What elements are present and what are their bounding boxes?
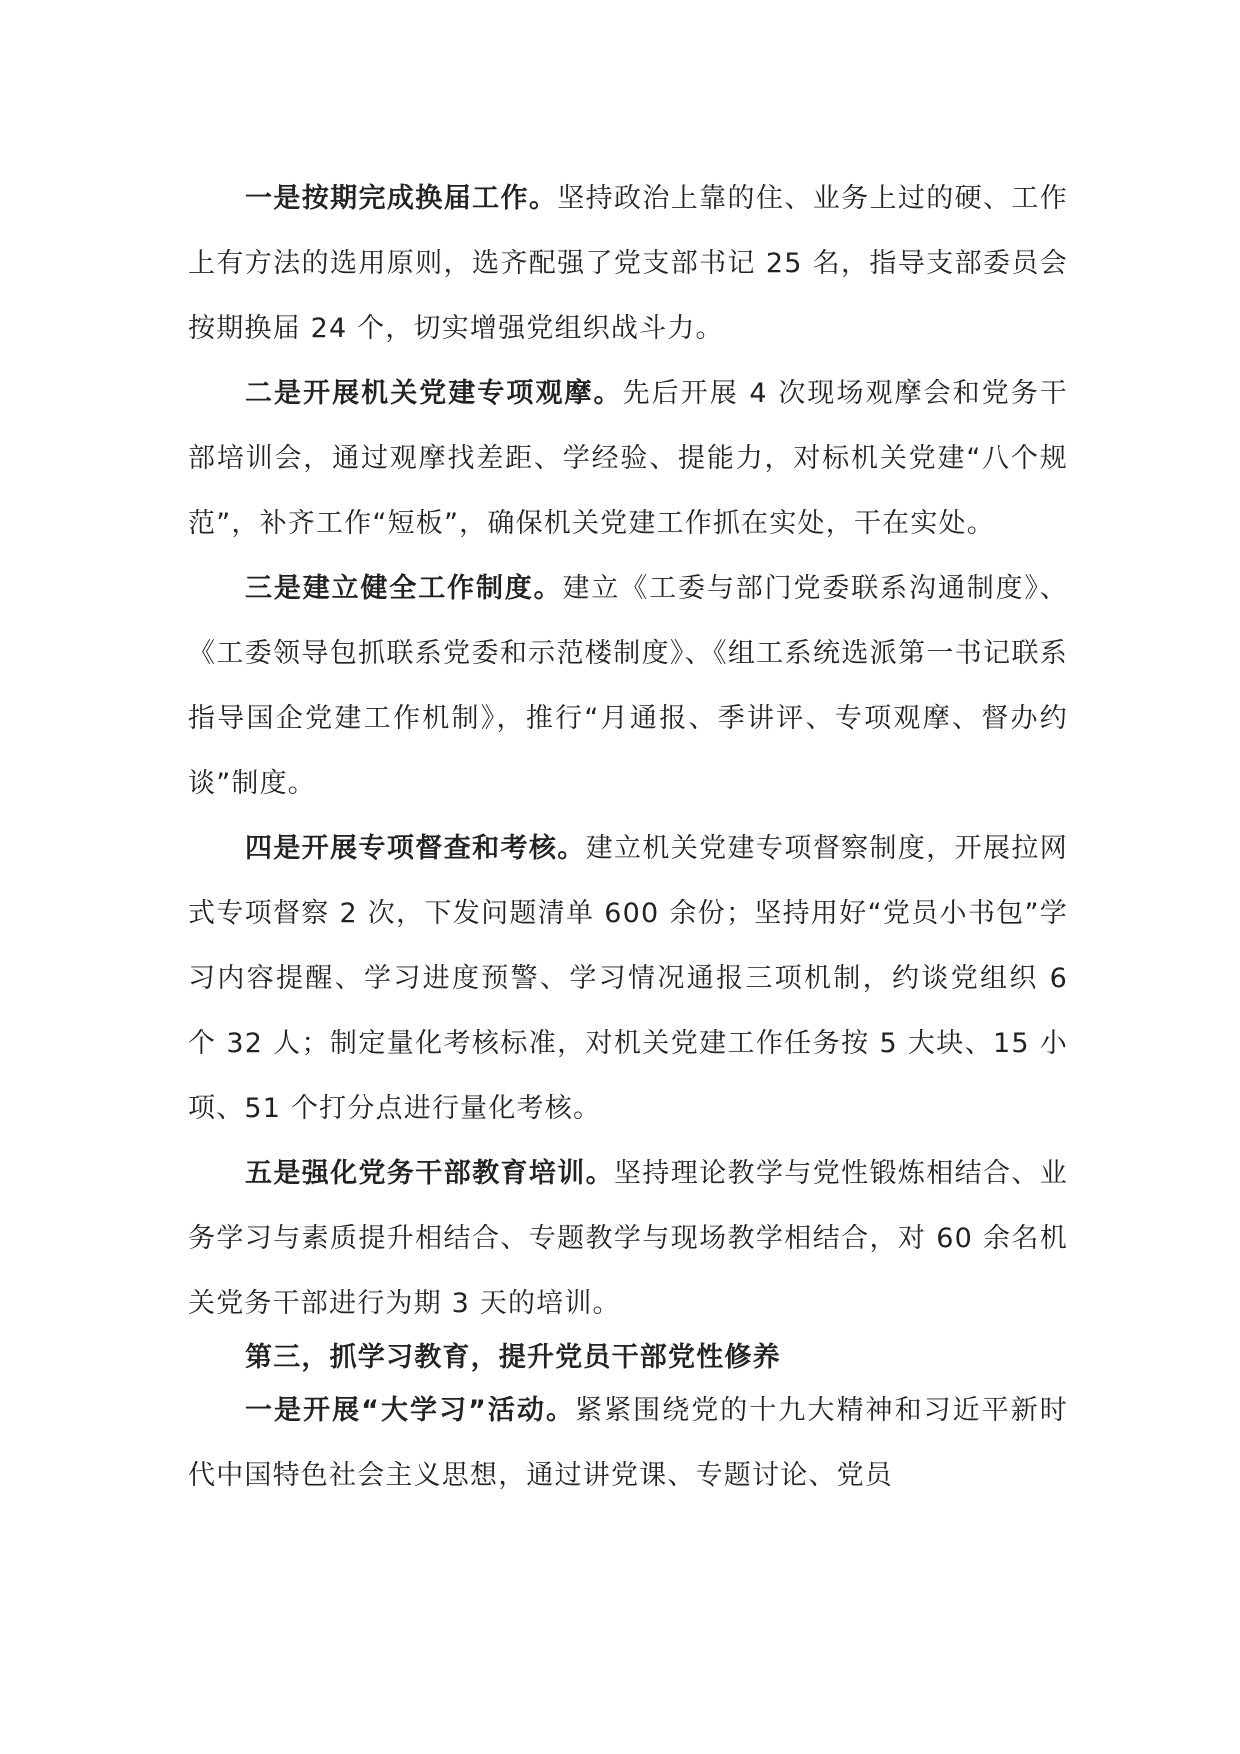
paragraph-1: [188, 166, 1068, 361]
paragraph-text: 紧紧围绕党的十九大精神和习近平新时代中国特色社会主义思想，通过讲党课、专题讨论、党员: [188, 1395, 1069, 1491]
paragraph-text: 建立《工委与部门党委联系沟通制度》、《工委领导包抓联系党委和示范楼制度》、《组工系统选派第一书记联系指导国企党建工作机制》，推行“月通报、季讲评、专项观摩、督办约谈”制度。: [188, 573, 1068, 799]
paragraph-lead: 五是强化党务干部教育培训。: [245, 1158, 615, 1189]
section-heading: 第三，抓学习教育，提升党员干部党性修养: [245, 1342, 781, 1373]
paragraph-text: 先后开展 4 次现场观摩会和党务干部培训会，通过观摩找差距、学经验、提能力，对标机关党建“八个规范”，补齐工作“短板”，确保机关党建工作抓在实处，干在实处。: [188, 378, 1068, 539]
paragraph-lead: 一是开展“大学习”活动。: [245, 1395, 576, 1426]
paragraph-6: [188, 1378, 1068, 1508]
paragraph-lead: 二是开展机关党建专项观摩。: [245, 378, 623, 409]
paragraph-4: [188, 816, 1068, 1141]
document-body: [188, 166, 1068, 1508]
paragraph-lead: 一是按期完成换届工作。: [245, 183, 558, 214]
paragraph-3: [188, 556, 1068, 816]
paragraph-2: [188, 361, 1068, 556]
paragraph-5: [188, 1141, 1068, 1336]
paragraph-text: 坚持理论教学与党性锻炼相结合、业务学习与素质提升相结合、专题教学与现场教学相结合，对 60 余名机关党务干部进行为期 3 天的培训。: [188, 1158, 1068, 1319]
paragraph-lead: 四是开展专项督查和考核。: [245, 833, 586, 864]
paragraph-lead: 三是建立健全工作制度。: [245, 573, 563, 604]
paragraph-text: 坚持政治上靠的住、业务上过的硬、工作上有方法的选用原则，选齐配强了党支部书记 25 名，指导支部委员会按期换届 24 个，切实增强党组织战斗力。: [188, 183, 1068, 344]
paragraph-text: 建立机关党建专项督察制度，开展拉网式专项督察 2 次，下发问题清单 600 余份；坚持用好“党员小书包”学习内容提醒、学习进度预警、学习情况通报三项机制，约谈党组织 6 个 32 人；制定量化考核标准，对机关党建工作任务按 5 大块、15 小项、51 个打分点进行量化考核。: [188, 833, 1068, 1124]
